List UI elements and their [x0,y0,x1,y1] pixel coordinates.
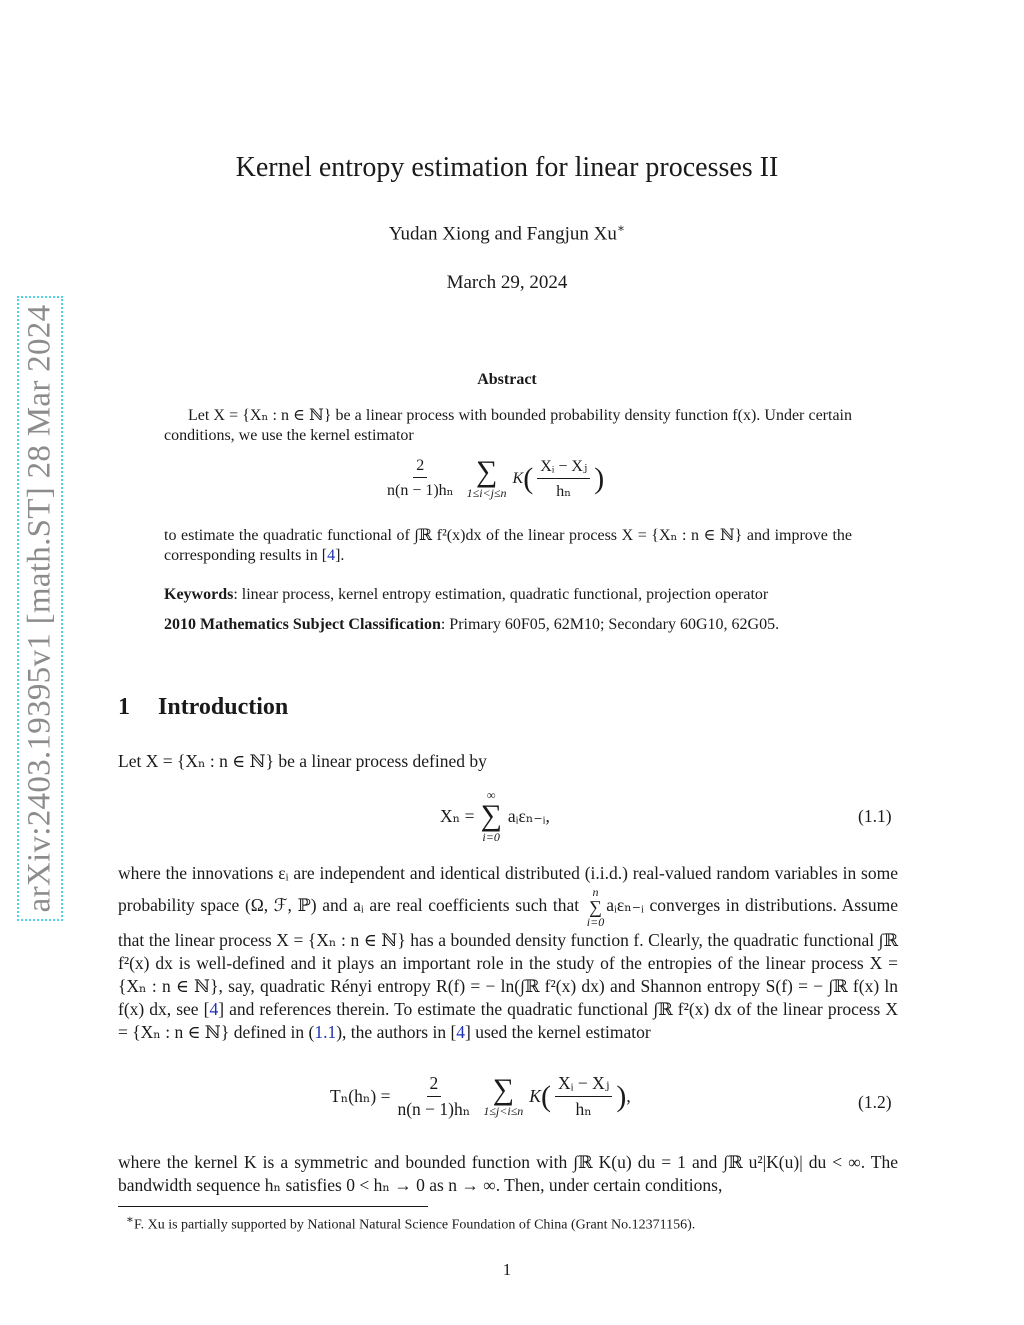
arxiv-identifier-stamp [17,296,63,921]
section-title: Introduction [158,694,289,720]
eq1-lhs: Xₙ = [440,805,475,826]
footnote [126,1212,695,1234]
eq2-kernel-argument: $\frac{\text{Xᵢ − Xⱼ}}{\text{hₙ}}$ [555,1073,612,1120]
paper-date: March 29, 2024 [446,272,568,293]
paper-authors [0,221,1014,245]
author-footnote-mark: ∗ [616,221,626,235]
equation-number-1-1: (1.1) [858,806,892,826]
citation-link[interactable]: 4 [327,547,336,564]
equation-reference-link[interactable]: 1.1 [314,1022,337,1042]
eq2-sum-operator: ∑ 1≤j<i≤n [483,1072,524,1118]
eq1-sum-operator: ∞ ∑ i=0 [480,788,502,844]
msc-classification [164,615,852,635]
footnote-mark: ∗ [126,1213,134,1226]
keywords-text: : linear process, kernel entropy estimation, quadratic functional, projection operator [233,586,769,603]
section-heading [118,694,288,721]
citation-link[interactable]: 4 [209,999,219,1019]
eq2-lhs: Tₙ(hₙ) = [330,1086,391,1106]
section-number: 1 [118,694,130,720]
abstract-paragraph-2: to estimate the quadratic functional of ∫ℝ f²(x)dx of the linear process X = {Xₙ : n ∈ ℕ} and improve the corresponding results in [4]. [164,527,853,564]
abstract-heading: Abstract [477,371,537,388]
formula-kernel-argument: $\frac{\text{Xᵢ − Xⱼ}}{\text{hₙ}}$ [537,456,590,501]
citation-link[interactable]: 4 [456,1022,466,1042]
footnote-rule [118,1206,428,1207]
formula-kernel: K [512,469,524,487]
author-names: Yudan Xiong and Fangjun Xu [388,223,617,245]
footnote-text: F. Xu is partially supported by National Natural Science Foundation of China (Grant No.12371156). [133,1217,696,1233]
equation-1-2: Tₙ(hₙ) = $\frac{2}{\text{n(n − 1)hₙ}}$ ∑ 1≤j<i≤n K ( $\frac{\text{Xᵢ − Xⱼ}}{\text{hₙ}}$ ) , [330,1072,631,1119]
intro-paragraph-2: where the innovations εᵢ are independent and identical distributed (i.i.d.) real-valued random variables in some probability space (Ω, ℱ, ℙ) and aᵢ are real coefficients such that n ∑ i=0 aᵢεₙ₋ᵢ converges in distributions. Assume that the linear process X = {Xₙ : n ∈ ℕ} has a bounded density function f. Clearly, the quadratic functional ∫ℝ f²(x) dx is well-defined and it plays an important role in the study of the entropies of the linear process X = {Xₙ : n ∈ ℕ}, say, quadratic Rényi entropy R(f) = − ln(∫ℝ f²(x) dx) and Shannon entropy S(f) = − ∫ℝ f(x) ln f(x) dx, see [4] and references therein. To estimate the quadratic functional ∫ℝ f²(x) dx of the linear process X = {Xₙ : n ∈ ℕ} defined in (1.1), the authors in [4] used the kernel estimator [118,863,899,1042]
msc-label: 2010 Mathematics Subject Classification [164,616,441,633]
formula-fraction: $\frac{2}{\text{n(n − 1)hₙ}}$ [387,457,454,499]
eq2-fraction: $\frac{2}{\text{n(n − 1)hₙ}}$ [397,1073,471,1119]
arxiv-identifier-text: arXiv:2403.19395v1 [math.ST] 28 Mar 2024 [21,304,58,913]
intro-paragraph-1: Let X = {Xₙ : n ∈ ℕ} be a linear process defined by [118,751,487,771]
inline-sum: n ∑ i=0 [586,885,605,929]
eq1-rhs: aᵢεₙ₋ᵢ, [507,805,550,826]
intro-paragraph-3: where the kernel K is a symmetric and bounded function with ∫ℝ K(u) du = 1 and ∫ℝ u²|K(u)| du < ∞. The bandwidth sequence hₙ satisfies 0 < hₙ → 0 as n → ∞. Then, under certain conditions, [118,1152,898,1195]
page-number: 1 [502,1260,512,1279]
equation-number-1-2: (1.2) [858,1092,892,1112]
msc-text: : Primary 60F05, 62M10; Secondary 60G10, 62G05. [440,616,780,633]
paper-title: Kernel entropy estimation for linear processes II [235,152,779,183]
eq2-kernel: K [529,1086,541,1106]
abstract-kernel-formula: $\frac{2}{\text{n(n − 1)hₙ}}$ ∑ 1≤i<j≤n K ( $\frac{\text{Xᵢ − Xⱼ}}{\text{hₙ}}$ ) [380,456,604,501]
keywords-label: Keywords [164,586,234,603]
keywords [164,585,852,605]
abstract-paragraph-1: Let X = {Xₙ : n ∈ ℕ} be a linear process with bounded probability density function f(x). Under certain conditions, we use the kernel estimator [164,407,852,444]
equation-1-1 [440,788,550,844]
formula-sum-operator: ∑ 1≤i<j≤n [466,454,507,500]
